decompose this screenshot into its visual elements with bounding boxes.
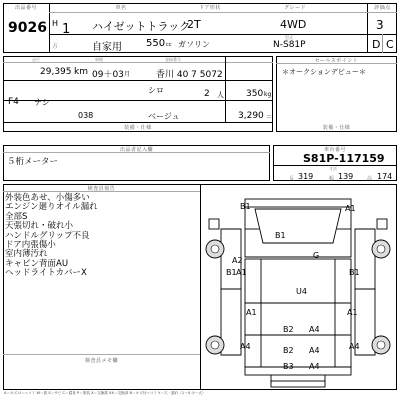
lot-number: 9026: [8, 20, 47, 36]
interior-color: ベージュ: [148, 112, 180, 121]
mileage-value: 29,395: [40, 67, 72, 77]
model-type: 2T: [187, 18, 201, 31]
damage-b2-bed-rear: B2: [283, 346, 294, 355]
seats-unit: 人: [217, 91, 224, 99]
damage-g-windshield: G: [313, 251, 320, 260]
width-value: 139: [338, 172, 354, 181]
inspection-label: 車検: [95, 57, 103, 62]
displacement-value: 550: [146, 38, 166, 49]
notes-text: ５桁メーター: [7, 157, 59, 167]
color-code: 038: [78, 111, 94, 120]
car-name-header: 車名: [115, 5, 127, 11]
remark-item: エンジン廻りオイル漏れ: [5, 202, 98, 213]
damage-a2-left: A2: [232, 256, 243, 265]
displacement-unit: cc: [166, 42, 172, 48]
right-side-outline: [355, 229, 375, 289]
model-code-label: 型式: [285, 35, 293, 40]
damage-a4-bed-rear: A4: [309, 346, 320, 355]
remark-item: ハンドルグリップ不良: [5, 230, 90, 241]
equipment-footer: 装備・仕様: [124, 125, 152, 131]
price-value: 3,290: [238, 111, 264, 121]
damage-a4-bed: A4: [309, 325, 320, 334]
sales-point-title: セールスポイント: [314, 58, 359, 64]
remark-item: 外装色あせ、小傷多い: [5, 193, 90, 203]
interior-grade: D: [372, 38, 381, 51]
price-unit: ＝: [266, 114, 273, 121]
plate-value: 香川 40 7 5072: [156, 70, 223, 80]
inspection-unit: 月: [124, 71, 131, 78]
front-bumper-outline: [245, 199, 351, 207]
equipment-footer-2: 装備・仕様: [322, 125, 351, 131]
aircon-value: ナシ: [34, 98, 50, 107]
damage-a4-rear: A4: [309, 362, 320, 371]
height-value: 174: [377, 172, 393, 181]
year-number: 1: [62, 22, 71, 37]
length-label: 長: [289, 176, 295, 182]
damage-a4-right: A4: [349, 342, 360, 351]
inspector-remarks: [5, 194, 98, 279]
plate-label: 登録番号: [165, 57, 181, 62]
rear-bumper-outline: [245, 367, 351, 375]
cab-outline: [245, 207, 351, 257]
inspector-memo-title: 検査員メモ欄: [84, 358, 118, 364]
exterior-grade: C: [386, 38, 394, 51]
remark-item: 全部S: [5, 211, 28, 222]
load-unit: kg: [264, 91, 272, 98]
damage-b1-cab: B1: [275, 231, 286, 240]
inspection-value: 09＋03: [92, 70, 124, 80]
damage-b3-rear: B3: [283, 362, 294, 371]
length-value: 319: [298, 172, 314, 181]
damage-b1-right: B1: [349, 268, 360, 277]
fuel-value: ガソリン: [178, 40, 210, 49]
grade-value: 4WD: [280, 18, 307, 31]
chassis-number: S81P-117159: [303, 152, 385, 165]
car-name: ハイゼットトラック: [92, 20, 191, 33]
damage-legend: A＝キズ U＝ヘコミ W＝波 S＝サビ C＝腐食 P＝塗装 X＝交換要 XX＝交換済 B＝キズ付ヘコミ Y＝穴・割れ（1〜4 小〜大）: [4, 391, 206, 395]
mileage-unit: km: [74, 67, 88, 77]
usage-label: 方: [52, 43, 59, 50]
damage-u4-back: U4: [296, 287, 307, 296]
load-value: 350: [246, 89, 264, 99]
damage-a1-right-bed: A1: [347, 308, 358, 317]
damage-a1-left: A1: [236, 268, 247, 277]
remark-item: ドア内張傷小: [5, 240, 56, 251]
dims-label: 寸法: [329, 166, 337, 171]
seats-value: 2: [204, 89, 210, 99]
damage-a1-left-bed: A1: [246, 308, 257, 317]
usage-value: 自家用: [92, 42, 122, 53]
grade-header: グレード: [283, 5, 306, 11]
shift-value: F4: [8, 97, 19, 107]
year-era: H: [52, 19, 59, 28]
color-value: シロ: [148, 86, 164, 95]
width-label: 幅: [329, 176, 335, 182]
damage-a4-left: A4: [240, 342, 251, 351]
mileage-label: 走行: [32, 57, 40, 62]
damage-b1-left: B1: [226, 268, 237, 277]
damage-b2-bed: B2: [283, 325, 294, 334]
door-header: ドア形状: [199, 5, 221, 11]
score-value: 3: [376, 18, 384, 32]
model-code: N-S81P: [273, 40, 306, 50]
sales-point-text: ＊オークションデビュー＊: [282, 68, 366, 76]
remark-item: 天張切れ・破れ小: [5, 221, 74, 232]
lot-number-header: 出品番号: [14, 5, 37, 11]
remark-item: ヘッドライトカバーX: [5, 268, 87, 279]
score-header: 評価点: [374, 5, 391, 11]
remark-item: 室内薄汚れ: [5, 249, 48, 260]
notes-title: 出品者記入欄: [119, 147, 153, 153]
damage-b1-front: B1: [240, 202, 251, 211]
damage-a1-front-right: A1: [345, 204, 356, 213]
inspector-title: 検査員報告: [87, 186, 116, 192]
chassis-title: 車台番号: [323, 147, 346, 153]
remark-item: キャビン背面AU: [5, 258, 69, 269]
height-label: 高: [367, 176, 373, 182]
